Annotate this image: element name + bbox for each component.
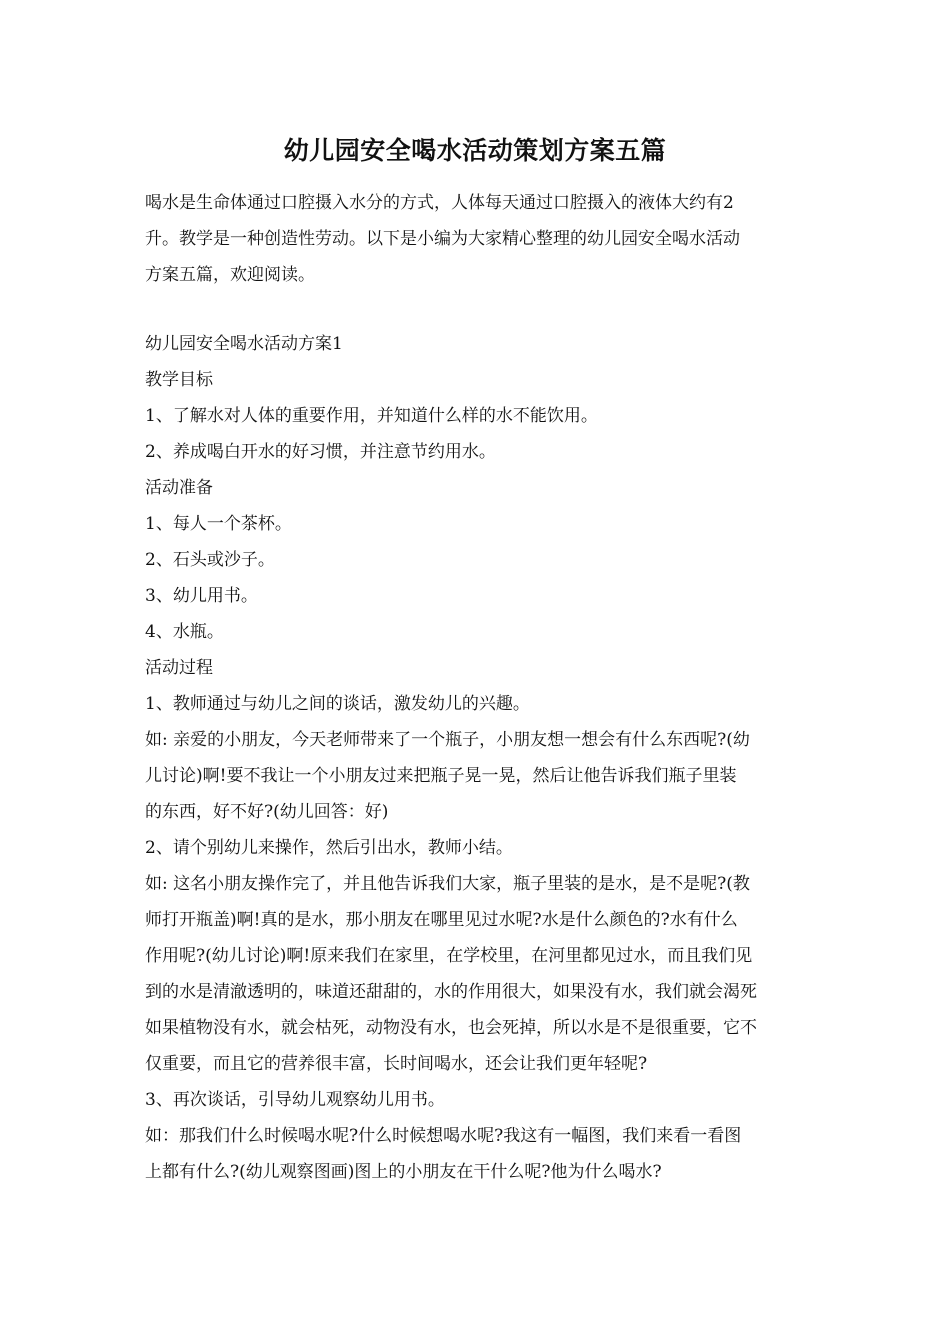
- example-line: 到的水是清澈透明的，味道还甜甜的，水的作用很大，如果没有水，我们就会渴死: [145, 982, 757, 1002]
- process-step: 2、请个别幼儿来操作，然后引出水，教师小结。: [145, 838, 513, 858]
- goal-item: 1、了解水对人体的重要作用，并知道什么样的水不能饮用。: [145, 406, 598, 426]
- prep-item: 2、石头或沙子。: [145, 550, 275, 570]
- intro-line: 升。教学是一种创造性劳动。以下是小编为大家精心整理的幼儿园安全喝水活动: [145, 229, 740, 249]
- example-line: 师打开瓶盖)啊!真的是水，那小朋友在哪里见过水呢?水是什么颜色的?水有什么: [145, 910, 738, 930]
- intro-line: 方案五篇，欢迎阅读。: [145, 265, 315, 285]
- process-heading: 活动过程: [145, 658, 213, 678]
- example-line: 儿讨论)啊!要不我让一个小朋友过来把瓶子晃一晃，然后让他告诉我们瓶子里装: [145, 766, 737, 786]
- step3-example: [145, 1118, 810, 1190]
- goal-item: 2、养成喝白开水的好习惯，并注意节约用水。: [145, 442, 496, 462]
- example-line: 仅重要，而且它的营养很丰富，长时间喝水，还会让我们更年轻呢?: [145, 1054, 648, 1074]
- goals-heading: 教学目标: [145, 370, 213, 390]
- step1-example: [145, 722, 810, 830]
- prep-heading: 活动准备: [145, 478, 213, 498]
- process-step: 3、再次谈话，引导幼儿观察幼儿用书。: [145, 1090, 445, 1110]
- intro-paragraph: [145, 185, 810, 293]
- example-line: 如: 亲爱的小朋友，今天老师带来了一个瓶子，小朋友想一想会有什么东西呢?(幼: [145, 730, 750, 750]
- example-line: 如: 这名小朋友操作完了，并且他告诉我们大家，瓶子里装的是水，是不是呢?(教: [145, 874, 750, 894]
- prep-item: 1、每人一个茶杯。: [145, 514, 292, 534]
- example-line: 如果植物没有水，就会枯死，动物没有水，也会死掉，所以水是不是很重要，它不: [145, 1018, 757, 1038]
- process-step: 1、教师通过与幼儿之间的谈话，激发幼儿的兴趣。: [145, 694, 530, 714]
- example-line: 上都有什么?(幼儿观察图画)图上的小朋友在干什么呢?他为什么喝水?: [145, 1162, 662, 1182]
- prep-item: 4、水瓶。: [145, 622, 224, 642]
- step2-example: [145, 866, 810, 1082]
- example-line: 的东西，好不好?(幼儿回答：好): [145, 802, 389, 822]
- document-title: 幼儿园安全喝水活动策划方案五篇: [283, 136, 667, 165]
- example-line: 如：那我们什么时候喝水呢?什么时候想喝水呢?我这有一幅图，我们来看一看图: [145, 1126, 742, 1146]
- section-title: 幼儿园安全喝水活动方案1: [145, 334, 343, 354]
- document-body: [145, 326, 810, 1190]
- intro-line: 喝水是生命体通过口腔摄入水分的方式，人体每天通过口腔摄入的液体大约有2: [145, 193, 734, 213]
- prep-item: 3、幼儿用书。: [145, 586, 258, 606]
- example-line: 作用呢?(幼儿讨论)啊!原来我们在家里，在学校里，在河里都见过水，而且我们见: [145, 946, 753, 966]
